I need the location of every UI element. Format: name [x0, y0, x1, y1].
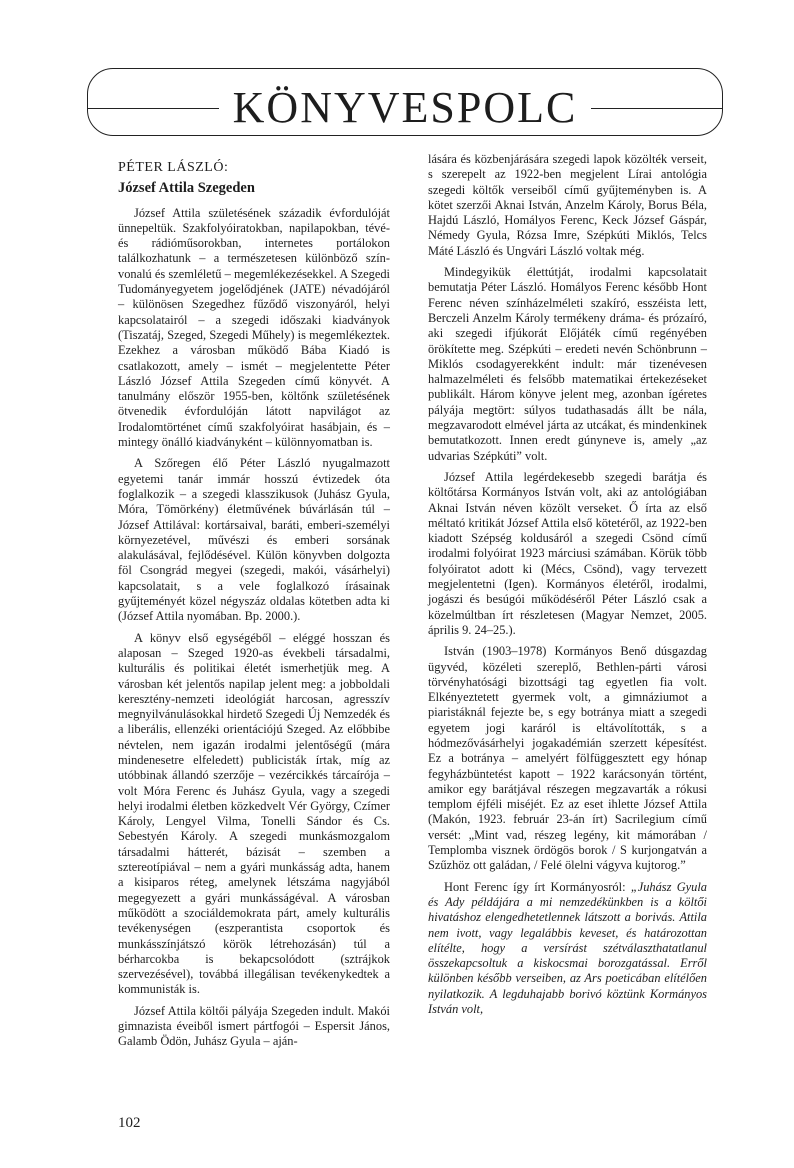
section-header — [87, 82, 723, 134]
quote-intro: Hont Ferenc így írt Kormányosról: — [444, 879, 631, 894]
paragraph: Mindegyikük élettútját, irodalmi kapcsolatait bemutatja Péter László. Homályos Ferenc később Hont Ferenc néven színházelméleti szakíró, esszéista lett, Berczeli Anzelm Károly termékeny dráma- és prózaíró, aki szegedi ifjúkorát Előjáték című regényében örökítette meg. Szépkúti – eredeti nevén Schönbrunn – Miklós csodagyerekként indult: már tizenévesen halmazelméleti és felsőbb matematikai értekezéseket publikált. Három könyve jelent meg, azonban ígéretes pályája megtört: súlyos tudathasadás állt be nála, megzavarodott elmével járta az utcákat, és mindenkinek bemutatkozott. Innen eredt gúnyneve is, amely „az udvarias Szépkúti” volt. — [428, 265, 707, 463]
article-subject: József Attila Szegeden — [118, 180, 255, 197]
right-column — [428, 152, 707, 1023]
paragraph: József Attila legérdekesebb szegedi barátja és költőtársa Kormányos István volt, aki az antológiában Aknai István néven közölt verseket. Ő írta az első méltató kritikát József Attila első kötetéről, az 1922-ben kiadott Szépség koldusáról a szegedi Csönd című irodalmi folyóirat 1923 márciusi számában. Körük több folyóiratot adott ki (Mécs, Csönd), vagy tervezett megjelentetni (Igen). Kormányos életéről, irodalmi, jogászi és besúgói működéséről Péter László csak a közelmúltban írt részletesen (Magyar Nemzet, 2005. április 9. 24–25.). — [428, 469, 707, 637]
paragraph: József Attila költői pályája Szegeden indult. Makói gimnazista éveiből ismert pártfogói – Espersit János, Galamb Ödön, Juhász Gyula – aján- — [118, 1003, 390, 1049]
paragraph: A könyv első egységéből – eléggé hosszan és alaposan – Szeged 1920-as évekbeli társadalmi, kulturális és politikai életét ismerhetjük meg. A városban két jelentős napilap jelent meg: a jobboldali keresztény-nemzeti ideológiát harcosan, agresszív megnyilvánulásokkal hirdető Szegedi Új Nemzedék és a liberális, ellenzéki orientációjú Szeged. Az előbbibe névtelen, nem igazán irodalmi jelentőségű (mára mindenesetre elfeledett) publicisták írtak, míg az utóbbinak állandó szerzője – vezércikkés tárcaírója – volt Móra Ferenc és Juhász Gyula, vagy a szegedi helyi irodalmi életben közkedvelt Vér György, Czímer Károly, Lengyel Vilma, Tonelli Sándor és Cs. Sebestyén Károly. A szegedi munkásmozgalom társadalmi hátterét, bázisát – szemben a sztereotípiával – nem a gyári munkásság adta, hanem a kisiparos réteg, amelynek létszáma nagyjából megegyezett a gyári munkásságéval. A városban működött a szociáldemokrata párt, amely kulturális tevékenységen (eszperantista csoportok és munkásszínjátszó körök létrehozásán) túl a bérharcokba is bekapcsolódott (sztrájkok szervezésével), továbbá illegálisan tevékenykedtek a kommunisták is. — [118, 630, 390, 997]
paragraph: lására és közbenjárására szegedi lapok közölték verseit, s szerepelt az 1922-ben megjelent Lírai antológia szegedi költők verseiből című gyűjteményben is. A kötet szerzői Aknai István, Anzelm Károly, Borus Béla, Hajdú László, Homályos Ferenc, Keck József Gáspár, Némedy Gyula, Rózsa Imre, Szépkúti Miklós, Telcs Máté László és Ungvári László voltak még. — [428, 152, 707, 258]
left-column — [118, 152, 390, 1056]
article-author: PÉTER LÁSZLÓ: — [118, 160, 229, 175]
section-title: KÖNYVESPOLC — [219, 83, 592, 132]
paragraph — [428, 880, 707, 1018]
quote-text: „Juhász Gyula és Ady példájára a mi nemzedékünkben is a költői hivatáshoz elengedhetetlennek látszott a borivás. Attila nem ivott, vagy legalábbis keveset, és határozottan elítélte, hogy a versírást szétválaszthatatlanul összekapcsoltuk a kiskocsmai borozgatással. Erről különben később verseiben, az Ars poeticában elítélően nyilatkozik. A legduhajabb borivó köztünk Kormányos István volt, — [428, 879, 708, 1017]
paragraph: József Attila születésének századik évfordulóját ünnepeltük. Szakfolyóiratokban, napilapokban, tévé- és rádióműsorokban, internetes portálokon találkozhatunk – a természetesen különböző színvonalú és szemléletű – megemlékezésekkel. A Szegedi Tudományegyetem jogelődjének (JATE) névadójáról – különösen Szegedhez fűződő viszonyáról, helyi kapcsolatairól – a szegedi időszaki kiadványok (Tiszatáj, Szeged, Szegedi Műhely) is megemlékeztek. Ezekhez a városban működő Bába Kiadó is csatlakozott, amely – ismét – megjelentette Péter László József Attila Szegeden című könyvét. A tanulmány először 1955-ben, költőnk születésének ötvenedik évfordulóján látott napvilágot az Irodalomtörténet című szakfolyóirat hasábjain, és – mintegy önálló kiadványként – különnyomatban is. — [118, 205, 390, 450]
paragraph: István (1903–1978) Kormányos Benő dúsgazdag ügyvéd, közéleti szereplő, Bethlen-párti városi törvényhatósági bizottsági tag egyetlen fia volt. Elkényeztetett gyermek volt, a gimnáziumot a piaristáknál fejezte be, s egy botránya miatt a szegedi egyetem jogi karáról is eltávolították, s a hódmezővásárhelyi jogakadémián szerzett képesítést. Ez a botránya – amelyért fölfüggesztett egy hónap fegyházbüntetést kapott – 1922 karácsonyán történt, amikor egy barátjával részegen megzavarták a rókusi templom éjféli miséjét. Ez az eset ihlette József Attila (Makón, 1923. február 23-án írt) Sacrilegium című versét: „Mint vad, részeg legény, kit mámorában / Templomba visznek ördögös borok / S kurjongatván a Szűzhöz ott galádan, / Felé ölelni vágyva kujtorog.” — [428, 644, 707, 873]
paragraph: A Szőregen élő Péter László nyugalmazott egyetemi tanár immár hosszú évtizedek óta foglalkozik – a szegedi klasszikusok (Juhász Gyula, Móra, Tömörkény) életművének búvárlásán túl – József Attilával: kortársaival, baráti, emberi-személyi környezetével, művészi és emberi sorsának alakulásával, fejlődésével. Külön könyvben dolgozta föl Csongrád megyei (szegedi, makói, vásárhelyi) kapcsolatait, s a vele foglalkozó írásainak gyűjteményét közel négyszáz oldalas kötetben adta ki (József Attila nyomában. Bp. 2000.). — [118, 456, 390, 624]
page-number: 102 — [118, 1115, 141, 1131]
